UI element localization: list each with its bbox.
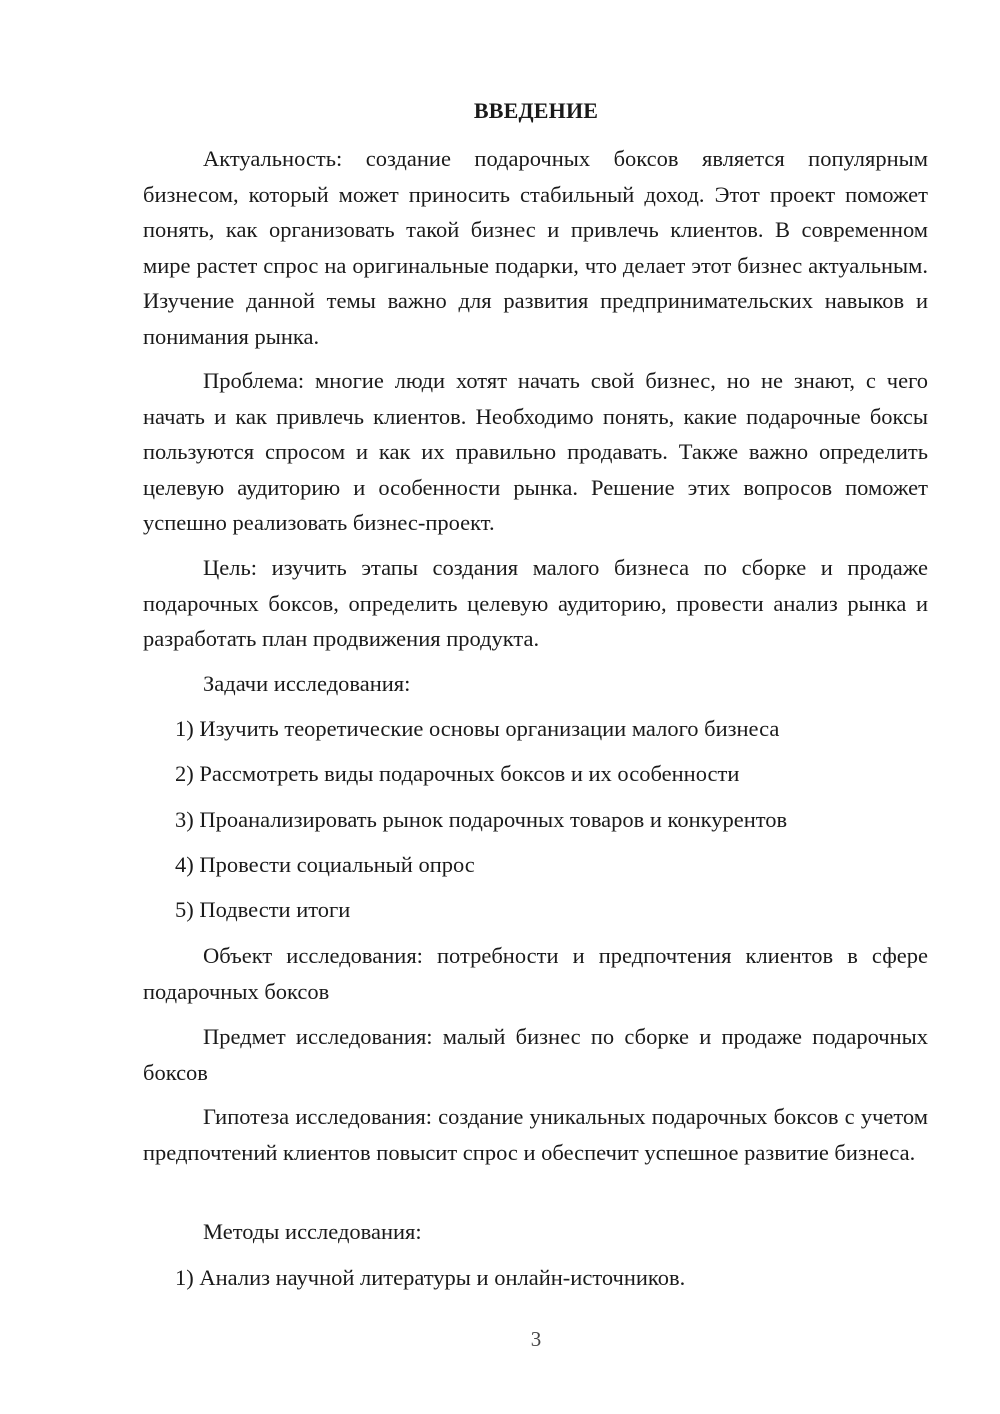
method-item-1: 1) Анализ научной литературы и онлайн-источников. — [175, 1265, 686, 1290]
tasks-heading: Задачи исследования: — [203, 671, 411, 696]
relevance-paragraph: Актуальность: создание подарочных боксов является популярным бизнесом, который может приносить стабильный доход. Этот проект поможет понять, как организовать такой бизнес и привлечь клиентов. В современном мире растет спрос на оригинальные подарки, что делает этот бизнес актуальным. Изучение данной темы важно для развития предпринимательских навыков и понимания рынка. — [143, 146, 928, 349]
task-item-3: 3) Проанализировать рынок подарочных товаров и конкурентов — [175, 807, 788, 832]
subject-paragraph: Предмет исследования: малый бизнес по сборке и продаже подарочных боксов — [143, 1024, 928, 1085]
goal-paragraph: Цель: изучить этапы создания малого бизнеса по сборке и продаже подарочных боксов, определить целевую аудиторию, провести анализ рынка и разработать план продвижения продукта. — [143, 555, 928, 651]
problem-paragraph: Проблема: многие люди хотят начать свой бизнес, но не знают, с чего начать и как привлечь клиентов. Необходимо понять, какие подарочные боксы пользуются спросом и как их правильно продавать. Также важно определить целевую аудиторию и особенности рынка. Решение этих вопросов поможет успешно реализовать бизнес-проект. — [143, 368, 928, 535]
task-item-4: 4) Провести социальный опрос — [175, 852, 475, 877]
task-item-2: 2) Рассмотреть виды подарочных боксов и их особенности — [175, 761, 740, 786]
object-paragraph: Объект исследования: потребности и предпочтения клиентов в сфере подарочных боксов — [143, 943, 928, 1004]
section-title: ВВЕДЕНИЕ — [473, 98, 599, 123]
page-number: 3 — [530, 1327, 542, 1351]
hypothesis-paragraph: Гипотеза исследования: создание уникальных подарочных боксов с учетом предпочтений клиентов повысит спрос и обеспечит успешное развитие бизнеса. — [143, 1104, 928, 1165]
task-item-5: 5) Подвести итоги — [175, 897, 351, 922]
methods-heading: Методы исследования: — [203, 1219, 422, 1244]
task-item-1: 1) Изучить теоретические основы организации малого бизнеса — [175, 716, 780, 741]
